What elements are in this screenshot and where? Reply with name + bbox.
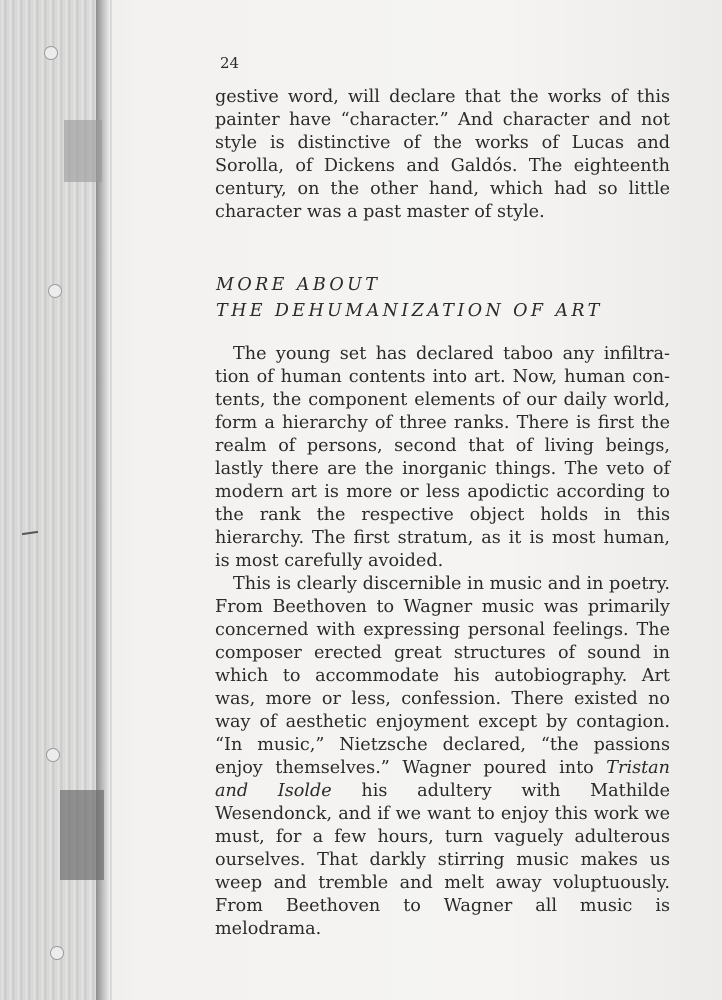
binding-stain <box>64 120 102 182</box>
section-heading-line1: MORE ABOUT <box>216 275 381 295</box>
body-paragraph-2 <box>215 573 670 941</box>
section-heading <box>216 272 603 324</box>
body-paragraph-2-end: his adultery with Mathilde Wesendonck, and if we want to enjoy this work we must, for a few hours, turn vaguely adulterous ourselves. That darkly stirring music makes us weep and tremble and melt away voluptuously. From Beethoven to Wagner all music is melodrama. <box>215 781 670 939</box>
continued-paragraph: gestive word, will declare that the works of this painter have “character.” And character and not style is distinctive of the works of Lucas and Sorolla, of Dickens and Galdós. The eighteenth century, on the other hand, which had so little character was a past master of style. <box>215 87 670 222</box>
section-heading-line2: THE DEHUMANIZATION OF ART <box>216 301 603 321</box>
body-paragraph-2-start: This is clearly discernible in music and in poetry. From Beethoven to Wagner music was primarily concerned with expressing personal feelings. The composer erected great structures of sound in which to accommodate his autobiography. Art was, more or less, confession. There existed no way of aesthetic enjoyment except by contagion. “In music,” Nietzsche declared, “the passions enjoy themselves.” Wagner poured into <box>215 574 670 778</box>
section-body <box>215 343 670 941</box>
body-paragraph-1: The young set has declared taboo any infiltration of human contents into art. Now, human contents, the component elements of our daily world, form a hierarchy of three ranks. There is first the realm of persons, second that of living beings, lastly there are the inorganic things. The veto of modern art is more or less apodictic according to the rank the respective object holds in this hierarchy. The first stratum, as it is most human, is most carefully avoided. <box>215 344 670 571</box>
continued-paragraph-block <box>215 86 670 224</box>
work-title-italic: Tristan and Isolde <box>215 758 670 801</box>
punch-hole <box>46 748 60 762</box>
punch-hole <box>44 46 58 60</box>
binding-stain <box>60 790 104 880</box>
punch-hole <box>50 946 64 960</box>
punch-hole <box>48 284 62 298</box>
page-number: 24 <box>220 54 240 72</box>
